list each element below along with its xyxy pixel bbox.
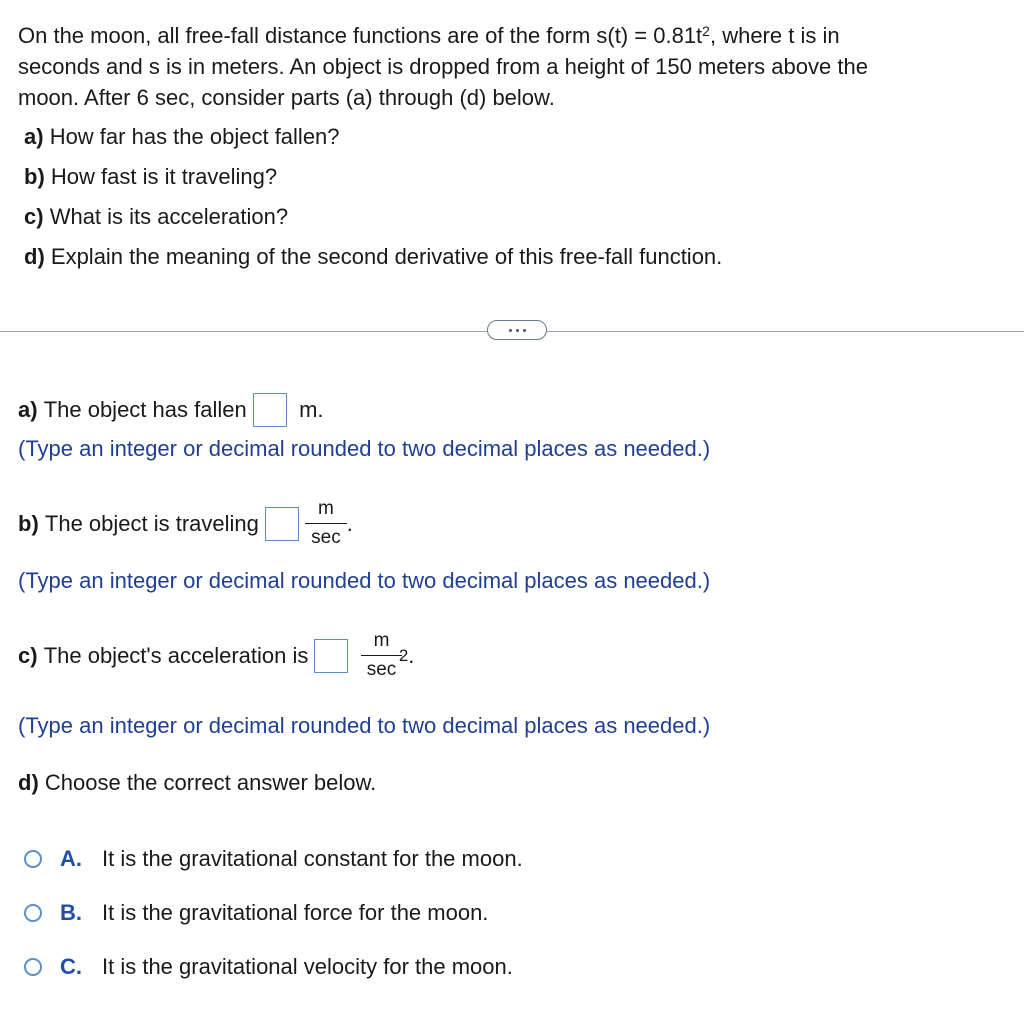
answer-c-input[interactable] [314,639,348,673]
question-part-d: d) Explain the meaning of the second derivative of this free-fall function. [24,244,723,269]
problem-line-2: seconds and s is in meters. An object is dropped from a height of 150 meters above the [18,54,868,79]
radio-button-a[interactable] [24,850,42,868]
answer-b-line: b) The object is traveling $\frac{m}{\sec}$ . [18,498,353,548]
unit-fraction-b: $\frac{m}{\sec}$ [305,498,347,549]
radio-button-c[interactable] [24,958,42,976]
problem-line-3: moon. After 6 sec, consider parts (a) through (d) below. [18,85,555,110]
question-part-a: a) How far has the object fallen? [24,124,340,149]
choice-b[interactable]: B. It is the gravitational force for the moon. [24,897,488,929]
hint-b: (Type an integer or decimal rounded to two decimal places as needed.) [18,568,711,593]
choice-c[interactable]: C. It is the gravitational velocity for the moon. [24,951,513,983]
question-parts [18,117,1018,277]
hint-c: (Type an integer or decimal rounded to two decimal places as needed.) [18,713,711,738]
answer-a-input[interactable] [253,393,287,427]
problem-line-1: On the moon, all free-fall distance functions are of the form $s(t) = 0.81t^2$, where t is in [18,23,840,48]
answer-d-line: d) Choose the correct answer below. [18,770,377,795]
problem-statement [18,20,1018,277]
answer-a-line: a) The object has fallen m. [18,393,324,427]
question-part-b: b) How fast is it traveling? [24,164,278,189]
unit-fraction-c: m sec 2 [361,630,403,681]
answer-c-line: c) The object's acceleration is m sec 2 . [18,630,415,680]
more-options-button[interactable] [487,320,547,340]
ellipsis-icon [509,329,512,332]
radio-button-b[interactable] [24,904,42,922]
hint-a: (Type an integer or decimal rounded to two decimal places as needed.) [18,436,711,461]
question-part-c: c) What is its acceleration? [24,204,289,229]
answer-b-input[interactable] [265,507,299,541]
choice-a[interactable]: A. It is the gravitational constant for the moon. [24,843,523,875]
